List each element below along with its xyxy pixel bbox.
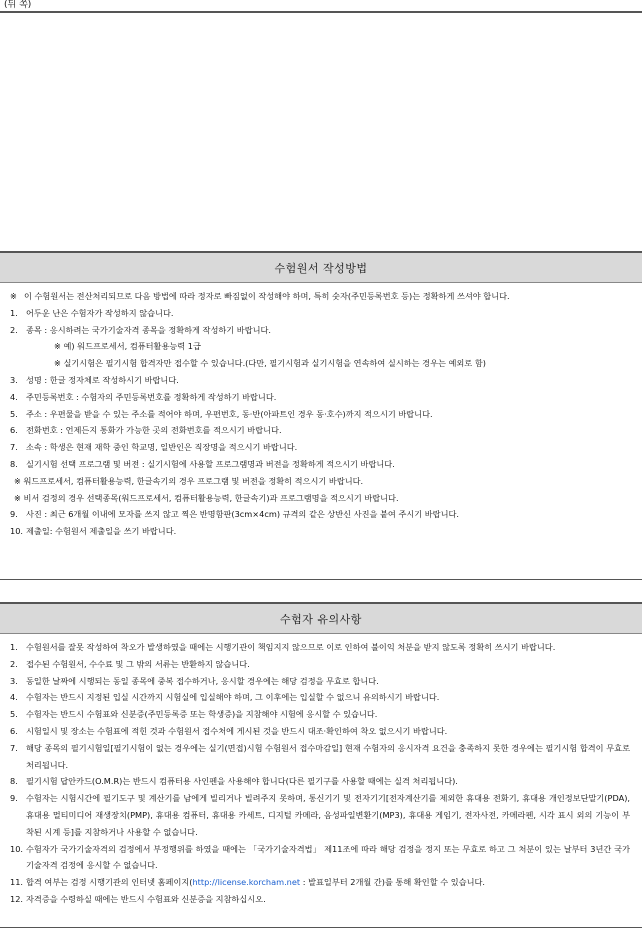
precaution-item — [10, 891, 630, 908]
precautions-bottom-rule — [0, 927, 642, 928]
page-side-label: (뒤 쪽) — [4, 0, 32, 10]
precaution-item-text: 자격증을 수령하실 때에는 반드시 수험표와 신분증을 지참하십시오. — [26, 893, 266, 904]
writing-guide-item-text: ※ 실기시험은 필기시험 합격자만 접수할 수 있습니다.(다만, 필기시험과 실기시험을 연속하여 실시하는 경우는 예외로 함) — [54, 358, 486, 369]
writing-guide-item-number: 10. — [10, 526, 24, 537]
writing-guide-item — [10, 322, 630, 339]
precaution-item-number: 9. — [10, 793, 18, 804]
precaution-item-text: 접수된 수험원서, 수수료 및 그 밖의 서류는 반환하지 않습니다. — [26, 658, 250, 669]
precaution-item — [10, 689, 630, 706]
writing-guide-item-number: 1. — [10, 307, 18, 318]
precaution-item — [10, 723, 630, 740]
writing-guide-item — [10, 355, 630, 372]
writing-guide-item — [10, 406, 630, 423]
precaution-item — [10, 874, 630, 891]
writing-guide-item-text: 제출일: 수험원서 제출일을 쓰기 바랍니다. — [26, 526, 177, 537]
precaution-item-number: 3. — [10, 675, 18, 686]
writing-guide-item-number: 2. — [10, 324, 18, 335]
writing-guide-item-text: ※ 워드프로세서, 컴퓨터활용능력, 한글속기의 경우 프로그램 및 버전을 정확히 적으시기 바랍니다. — [14, 475, 364, 486]
writing-guide-item — [10, 389, 630, 406]
precaution-item-text: 수험자가 국가기술자격의 검정에서 부정행위를 하였을 때에는 「국가기술자격법」 제11조에 따라 해당 검정을 정지 또는 무효로 하고 그 처분이 있는 날부터 3년간 국가기술자격 검정에 응시할 수 없습니다. — [26, 843, 630, 871]
precautions-body — [0, 634, 642, 908]
precaution-item-number: 1. — [10, 642, 18, 652]
writing-guide-item-text: 실기시험 선택 프로그램 및 버전 : 실기시험에 사용할 프로그램명과 버전을 정확하게 적으시기 바랍니다. — [26, 458, 395, 469]
precautions-section — [0, 602, 642, 908]
precaution-item-text-after: : 발표일부터 2개월 간)를 통해 확인할 수 있습니다. — [300, 877, 485, 888]
precautions-title: 수험자 유의사항 — [0, 602, 642, 634]
precaution-item-text: 수험원서를 잘못 작성하여 착오가 발생하였을 때에는 시행기관이 책임지지 않으므로 이로 인하여 불이익 처분을 받지 않도록 정확히 쓰시기 바랍니다. — [26, 642, 556, 652]
precaution-item-text-before: 합격 여부는 검정 시행기관의 인터넷 홈페이지( — [26, 877, 193, 888]
writing-guide-section — [0, 251, 642, 540]
precaution-item-text: 필기시험 답안카드(O.M.R)는 반드시 컴퓨터용 사인펜을 사용해야 합니다(다른 필기구를 사용할 때에는 실격 처리됩니다). — [26, 776, 458, 787]
writing-guide-item-text: 전화번호 : 언제든지 통화가 가능한 곳의 전화번호를 적으시기 바랍니다. — [26, 425, 282, 436]
writing-guide-item — [10, 338, 630, 355]
writing-guide-intro: ※ 이 수험원서는 전산처리되므로 다음 방법에 따라 정자로 빠짐없이 작성해야 하며, 특히 숫자(주민등록번호 등)는 정확하게 쓰셔야 합니다. — [10, 288, 630, 305]
precaution-item-number: 10. — [10, 843, 24, 854]
writing-guide-item-text: 소속 : 학생은 현재 재학 중인 학교명, 일반인은 직장명을 적으시기 바랍니다. — [26, 442, 298, 453]
writing-guide-item-number: 5. — [10, 408, 18, 419]
precaution-item — [10, 656, 630, 673]
precaution-item-text — [26, 874, 630, 891]
precaution-item — [10, 740, 630, 774]
precaution-item — [10, 790, 630, 840]
writing-guide-item-text: ※ 예) 워드프로세서, 컴퓨터활용능력 1급 — [54, 341, 201, 352]
writing-guide-item-number: 7. — [10, 442, 18, 453]
precaution-item-number: 11. — [10, 877, 24, 888]
precaution-item-text: 동일한 날짜에 시행되는 동일 종목에 중복 접수하거나, 응시할 경우에는 해당 검정을 무효로 합니다. — [26, 675, 379, 686]
writing-guide-item — [10, 422, 630, 439]
precaution-item-number: 6. — [10, 725, 18, 736]
homepage-link[interactable]: http://license.korcham.net — [192, 877, 301, 888]
precaution-item — [10, 841, 630, 875]
precaution-item — [10, 673, 630, 690]
writing-guide-item — [10, 523, 630, 540]
writing-guide-item — [10, 372, 630, 389]
top-divider — [0, 11, 642, 13]
writing-guide-item-text: 주민등록번호 : 수험자의 주민등록번호를 정확하게 작성하기 바랍니다. — [26, 391, 277, 402]
precaution-item-number: 5. — [10, 709, 18, 720]
precaution-item-number: 12. — [10, 893, 24, 904]
writing-guide-item-text: 성명 : 한글 정자체로 작성하시기 바랍니다. — [26, 374, 179, 385]
writing-guide-item — [10, 305, 630, 322]
precaution-item-text: 해당 종목의 필기시험일[필기시험이 없는 경우에는 실기(면접)시험 수험원서 접수마감일] 현재 수험자의 응시자격 요건을 충족하지 못한 경우에는 필기시험 합격이 무효로 처리됩니다. — [26, 742, 630, 770]
precaution-item-number: 8. — [10, 776, 18, 787]
reference-mark-icon: ※ — [10, 291, 17, 301]
writing-guide-item-number: 9. — [10, 509, 18, 520]
writing-guide-item-number: 8. — [10, 458, 18, 469]
writing-guide-item — [10, 473, 630, 490]
writing-guide-title: 수험원서 작성방법 — [0, 251, 642, 283]
precaution-item-number: 2. — [10, 658, 18, 669]
precaution-item-number: 7. — [10, 742, 18, 753]
writing-guide-item-text: 사진 : 최근 6개월 이내에 모자를 쓰지 않고 찍은 반명함판(3cm×4cm) 규격의 같은 상반신 사진을 붙여 주시기 바랍니다. — [26, 509, 460, 520]
writing-guide-item — [10, 456, 630, 473]
writing-guide-bottom-rule — [0, 579, 642, 580]
writing-guide-item-text: 어두운 난은 수험자가 작성하지 않습니다. — [26, 307, 174, 318]
writing-guide-item — [10, 490, 630, 507]
writing-guide-body — [0, 283, 642, 540]
precaution-item-text: 수험자는 시험시간에 필기도구 및 계산기를 남에게 빌리거나 빌려주지 못하며, 통신기기 및 전자기기[전자계산기를 제외한 휴대용 전화기, 휴대용 개인정보단말기(PDA), 휴대용 멀티미디어 재생장치(PMP), 휴대용 컴퓨터, 휴대용 카세트, 디지털 카메라, 음성파일변환기(MP3), 휴대용 게임기, 전자사전, 카메라펜, 시각 표시 외의 기능이 부착된 시계 등]를 지참하거나 사용할 수 없습니다. — [26, 793, 630, 837]
precaution-item-text: 수험자는 반드시 수험표와 신분증(주민등록증 또는 학생증)을 지참해야 시험에 응시할 수 있습니다. — [26, 709, 378, 720]
precaution-item-number: 4. — [10, 692, 18, 703]
precaution-item — [10, 706, 630, 723]
writing-guide-item-text: 종목 : 응시하려는 국가기술자격 종목을 정확하게 작성하기 바랍니다. — [26, 324, 272, 335]
writing-guide-item-number: 3. — [10, 374, 18, 385]
writing-guide-item — [10, 506, 630, 523]
precaution-item-text: 수험자는 반드시 지정된 입실 시간까지 시험실에 입실해야 하며, 그 이후에는 입실할 수 없으니 유의하시기 바랍니다. — [26, 692, 440, 703]
writing-guide-item-number: 6. — [10, 425, 18, 436]
writing-guide-item — [10, 439, 630, 456]
writing-guide-item-text: 주소 : 우편물을 받을 수 있는 주소를 적어야 하며, 우편번호, 동·반(아파트인 경우 동·호수)까지 적으시기 바랍니다. — [26, 408, 433, 419]
writing-guide-item-number: 4. — [10, 391, 18, 402]
precaution-item — [10, 773, 630, 790]
writing-guide-item-text: ※ 비서 검정의 경우 선택종목(워드프로세서, 컴퓨터활용능력, 한글속기)과 프로그램명을 적으시기 바랍니다. — [14, 492, 399, 503]
precaution-item-text: 시험일시 및 장소는 수험표에 적힌 것과 수험원서 접수처에 게시된 것을 반드시 대조·확인하여 착오 없으시기 바랍니다. — [26, 725, 448, 736]
precaution-item — [10, 639, 630, 656]
